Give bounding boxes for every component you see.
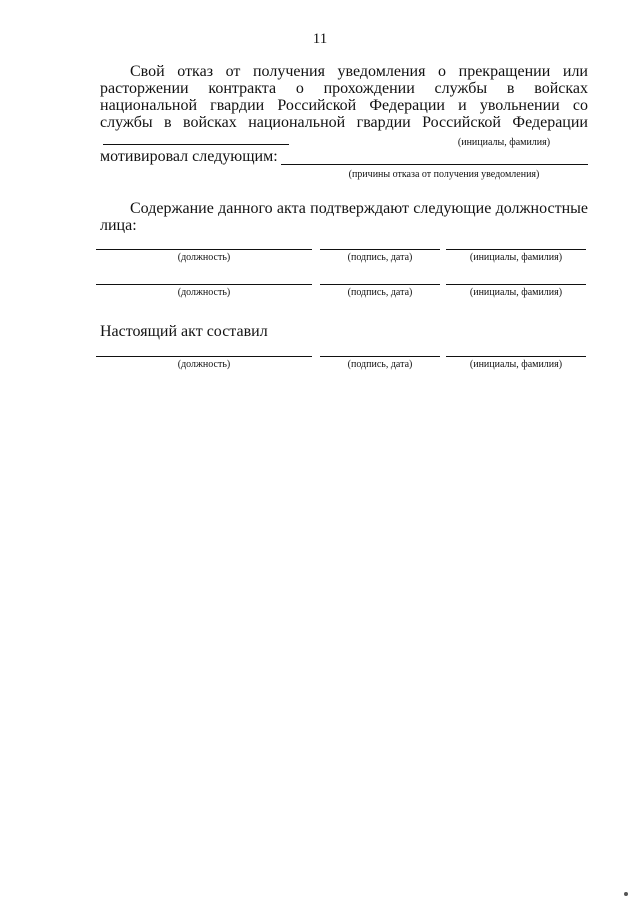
refusal-text: Свой отказ от получения уведомления о прекращении или расторжении контракта о прохождении службы в войсках национальной гвардии Российской Федерации и увольнении со службы в войсках национальной гвардии Российской Федерации [100, 63, 588, 131]
motivation-label: мотивировал следующим: [100, 148, 278, 165]
name-caption-2: (инициалы, фамилия) [469, 287, 563, 298]
initials-caption: (инициалы, фамилия) [457, 137, 551, 148]
page-number: 11 [312, 31, 328, 47]
motivation-row [100, 148, 588, 165]
compiler-name-caption: (инициалы, фамилия) [469, 359, 563, 370]
compiler-name-line[interactable] [446, 356, 586, 357]
initials-blank-line[interactable] [103, 131, 289, 145]
position-line-1[interactable] [96, 249, 312, 250]
compiler-position-caption: (должность) [177, 359, 231, 370]
confirmation-paragraph: Содержание данного акта подтверждают следующие должностные лица: [100, 200, 588, 234]
motivation-caption: (причины отказа от получения уведомления) [348, 169, 540, 180]
position-caption-2: (должность) [177, 287, 231, 298]
signature-caption-2: (подпись, дата) [347, 287, 413, 298]
compiler-position-line[interactable] [96, 356, 312, 357]
signature-caption-1: (подпись, дата) [347, 252, 413, 263]
motivation-blank-line[interactable] [281, 151, 588, 165]
compiler-signature-line[interactable] [320, 356, 440, 357]
name-line-1[interactable] [446, 249, 586, 250]
compiler-signature-caption: (подпись, дата) [347, 359, 413, 370]
signature-line-2[interactable] [320, 284, 440, 285]
position-line-2[interactable] [96, 284, 312, 285]
signature-line-1[interactable] [320, 249, 440, 250]
scan-dot [624, 892, 628, 896]
position-caption-1: (должность) [177, 252, 231, 263]
name-line-2[interactable] [446, 284, 586, 285]
name-caption-1: (инициалы, фамилия) [469, 252, 563, 263]
compiled-by-title: Настоящий акт составил [100, 323, 268, 340]
